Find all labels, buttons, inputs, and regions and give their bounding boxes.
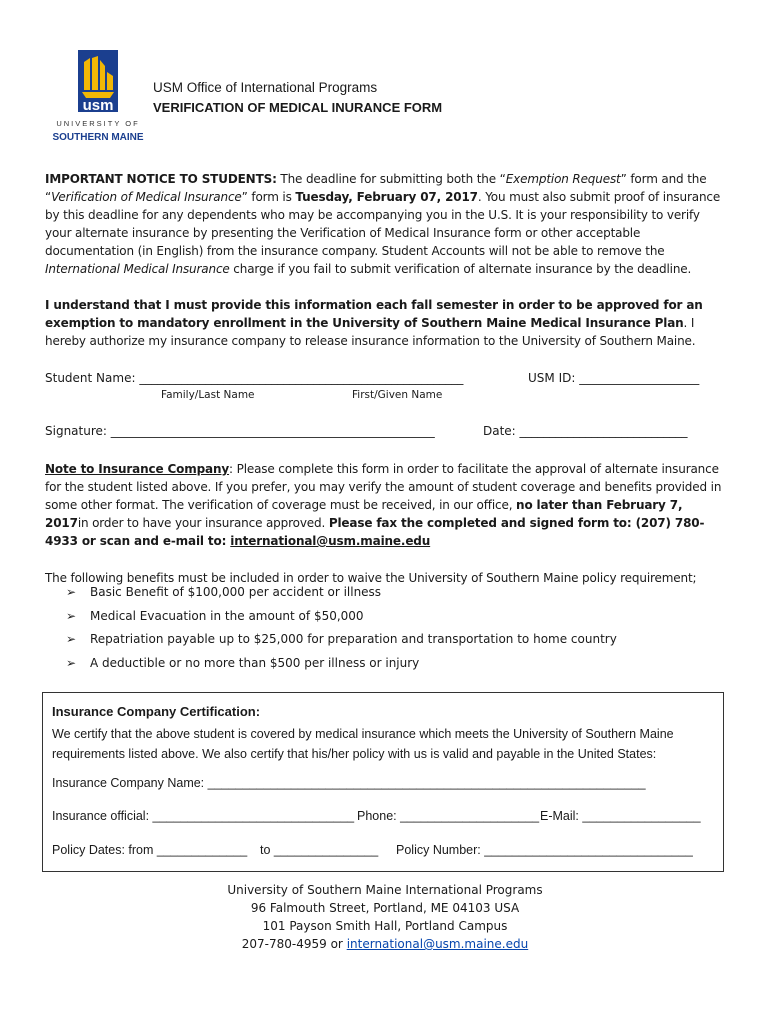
- logo-sub1: UNIVERSITY OF: [56, 119, 140, 128]
- list-item: ➢ Basic Benefit of $100,000 per accident or illness: [66, 585, 382, 599]
- list-item: ➢ Medical Evacuation in the amount of $50,000: [66, 608, 364, 623]
- policy-number-field[interactable]: Policy Number: ______________________________: [396, 843, 693, 857]
- important-notice: IMPORTANT NOTICE TO STUDENTS: The deadline for submitting both the “Exemption Request” form and the “Verification of Medical Insurance” form is Tuesday, February 07, 2017. You must also submit proof of insurance by this deadline for any dependents who may be accompanying you in the U.S. It is your responsibility to verify your alternate insurance by presenting the Verification of Medical Insurance form or other acceptable documentation (in English) from the insurance company. Student Accounts will not be able to remove the International Medical Insurance charge if you fail to submit verification of alternate insurance by the deadline.: [45, 172, 721, 276]
- email-link[interactable]: international@usm.maine.edu: [230, 534, 431, 548]
- logo-sub2: SOUTHERN MAINE: [52, 132, 144, 143]
- certification-description: We certify that the above student is covered by medical insurance which meets the University of Southern Maine requirements listed above. We also certify that his/her policy with us is valid and payable in the United States:: [52, 727, 674, 761]
- authorization-paragraph: I understand that I must provide this information each fall semester in order to be approved for an exemption to mandatory enrollment in the University of Southern Maine Medical Insurance Plan. I hereby authorize my insurance company to release insurance information to the University of Southern Maine.: [45, 298, 703, 348]
- footer: University of Southern Maine International Programs 96 Falmouth Street, Portland, ME 04103 USA 101 Payson Smith Hall, Portland Campus 207-780-4959 or international@usm.maine.edu: [227, 883, 543, 951]
- arrow-bullet-icon: ➢: [66, 608, 77, 623]
- arrow-bullet-icon: ➢: [66, 585, 77, 599]
- notice-label: IMPORTANT NOTICE TO STUDENTS:: [45, 172, 277, 186]
- family-name-caption: Family/Last Name: [161, 389, 255, 401]
- list-item: ➢ Repatriation payable up to $25,000 for preparation and transportation to home country: [66, 632, 617, 646]
- logo-text: usm: [82, 97, 114, 114]
- insurance-note-label: Note to Insurance Company: [45, 462, 230, 476]
- cert-email-field[interactable]: E-Mail: _________________: [540, 809, 701, 823]
- list-item: ➢ A deductible or no more than $500 per illness or injury: [66, 655, 420, 670]
- insurance-note: Note to Insurance Company: Please complete this form in order to facilitate the approval of alternate insurance for the student listed above. If you prefer, you may verify the amount of student coverage and benefits provided in some other format. The verification of coverage must be received, in our office, no later than February 7, 2017in order to have your insurance approved. Please fax the completed and signed form to: (207) 780-4933 or scan and e-mail to: international@usm.maine.edu: [45, 462, 722, 548]
- policy-dates-to-field[interactable]: to _______________: [260, 843, 379, 857]
- usm-logo: [52, 50, 144, 144]
- insurance-official-field[interactable]: Insurance official: _____________________________: [52, 809, 355, 823]
- benefits-list: [66, 585, 706, 679]
- signature-field[interactable]: Signature: ______________________________________________________: [45, 424, 435, 438]
- usm-logo-mark: [52, 50, 144, 144]
- office-title: USM Office of International Programs: [153, 80, 378, 95]
- arrow-bullet-icon: ➢: [66, 632, 77, 646]
- form-title: VERIFICATION OF MEDICAL INURANCE FORM: [153, 100, 443, 115]
- student-name-field[interactable]: Student Name: ______________________________________________________: [45, 371, 464, 385]
- certification-box: [42, 692, 724, 872]
- deadline-date: Tuesday, February 07, 2017: [295, 190, 478, 204]
- first-name-caption: First/Given Name: [352, 389, 443, 401]
- company-name-field[interactable]: Insurance Company Name: _______________________________________________________________: [52, 776, 646, 790]
- arrow-bullet-icon: ➢: [66, 655, 77, 670]
- phone-field[interactable]: Phone: ____________________: [357, 809, 540, 823]
- policy-dates-from-field[interactable]: Policy Dates: from _____________: [52, 843, 248, 857]
- benefits-intro: The following benefits must be included in order to waive the University of Southern Maine policy requirement;: [45, 571, 697, 585]
- date-field[interactable]: Date: ____________________________: [483, 424, 688, 438]
- usm-id-field[interactable]: USM ID: ____________________: [528, 371, 700, 385]
- certification-title: Insurance Company Certification:: [52, 704, 261, 719]
- footer-email-link[interactable]: international@usm.maine.edu: [346, 937, 529, 951]
